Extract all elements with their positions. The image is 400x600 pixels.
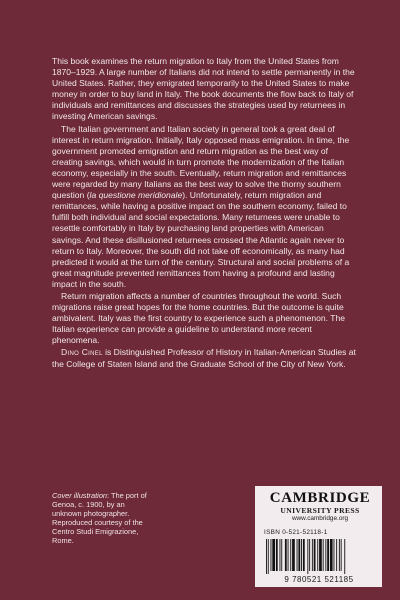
barcode-bar [312,539,313,571]
blurb-paragraph-3: Return migration affects a number of countries throughout the world. Such migrations raise great hopes for the home countries. But the outcome is quite ambivalent. Italy was the first country to experience such a phenomenon. The Italian experience can provide a guideline to understand more recent phenomena. [52,290,345,346]
italic-phrase: la questione meridionale [89,190,183,201]
barcode-bar [307,539,308,574]
barcode-bar [288,539,289,571]
cover-illustration-label: Cover illustration [52,491,108,500]
barcode-bar [339,539,340,571]
publisher-name: CAMBRIDGE [269,490,371,506]
cover-illustration-credit [52,491,154,546]
barcode-bar [297,539,298,571]
barcode-bar [290,539,291,571]
barcode-icon [264,539,374,574]
barcode-bar [330,539,333,571]
barcode-digits: 9 780521 521185 [284,575,354,584]
publisher-url: www.cambridge.org [291,515,349,522]
barcode-bar [334,539,335,571]
blurb-paragraph-2-part-b: ). Unfortunately, return migration and remittances, while having a positive impact on the southern economy, failed to fulfill both individual and social expectations. Many returnees were unable to resettle comfortably in Italy by purchasing land properties with American savings. And these disillusioned returnees crossed the Atlantic again never to return to Italy. Moreover, the south did not take off economically, as many had predicted it would at the turn of the century. Structural and social problems of a great magnitude prevented remittances from having a profound and lasting impact in the south. [52,190,350,289]
barcode-bar [314,539,316,571]
barcode-bar [319,539,322,571]
author-name: Dino Cinel [61,347,103,358]
cover-illustration-text: : The port of Genoa, c. 1900, by an unknown photographer. Reproduced courtesy of the Centro Studi Emigrazione, Rome. [52,491,147,546]
back-cover-blurb [52,56,357,370]
author-bio-text: is Distinguished Professor of History in Italian-American Studies at the College of Staten Island and the Graduate School of the City of New York. [52,347,356,369]
barcode-bar [298,539,300,571]
barcode-bar [344,539,345,574]
blurb-paragraph-2-part-a: The Italian government and Italian society in general took a great deal of interest in return migration. Initially, Italy opposed mass emigration. In time, the government promoted emigration and return migration as the best way of creating savings, which would in turn promote the modernization of the Italian economy, especially in the south. Eventually, return migration and remittances were regarded by many Italians as the best way to solve the thorny southern question ( [52,123,350,201]
barcode-bar [325,539,326,571]
barcode-bar [280,539,281,571]
barcode-bar [336,539,337,571]
barcode-bar [309,539,310,571]
publisher-box [255,486,382,587]
barcode-bar [276,539,278,571]
publisher-press: UNIVERSITY PRESS [280,506,360,515]
barcode-bar [341,539,342,571]
barcode-bar [281,539,282,571]
barcode-bar [327,539,329,571]
barcode-bar [292,539,295,571]
isbn-label: ISBN 0-521-52118-1 [264,529,328,536]
barcode-bar [323,539,324,571]
barcode-bar [271,539,272,571]
barcode-bar [301,539,302,571]
barcode-bar [285,539,287,571]
blurb-paragraph-1: This book examines the return migration to Italy from the United States from 1870–1929. A large number of Italians did not intend to settle permanently in the United States. Rather, they emigrated temporarily to the United States to make money in order to buy land in Italy. The book documents the flow back to Italy of individuals and remittances and discusses the strategies used by returnees in investing American savings. [52,56,355,122]
barcode-bar [303,539,305,571]
barcode-bar [266,539,267,574]
barcode-bar [272,539,275,571]
author-bio [52,347,357,369]
barcode-bar [317,539,318,571]
blurb-paragraph-2 [52,124,357,290]
barcode-bar [268,539,269,574]
